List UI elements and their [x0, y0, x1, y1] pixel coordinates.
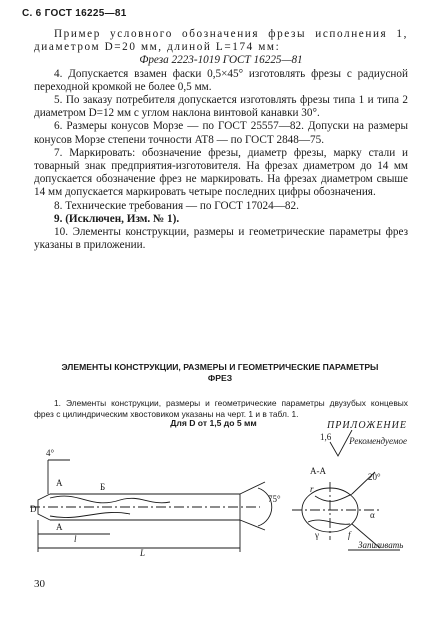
item-6: 6. Размеры конусов Морзе — по ГОСТ 25557—82. Допуски на размеры конусов Морзе степени точности AT8 — по ГОСТ 2848—75.: [34, 120, 408, 146]
letter-L: L: [140, 548, 146, 558]
page-header: С. 6 ГОСТ 16225—81: [22, 8, 127, 19]
example-line: Пример условного обозначения фрезы исполнения 1, диаметром D=20 мм, длиной L=174 мм:: [34, 28, 408, 54]
letter-a-top: A: [56, 478, 63, 488]
appendix-title: ПРИЛОЖЕНИЕ: [327, 420, 407, 431]
main-text: [34, 28, 408, 252]
letter-f: f: [348, 530, 351, 540]
letter-l: l: [74, 534, 77, 544]
item-10: 10. Элементы конструкции, размеры и геометрические параметры фрез указаны в приложении.: [34, 226, 408, 252]
letter-alpha: α: [370, 510, 375, 520]
item-7: 7. Маркировать: обозначение фрезы, диаметр фрезы, марку стали и товарный знак предприятия-изготовителя. На фрезах диаметром до 14 мм допускается обозначение фрез не маркировать. На фрезах диаметром свыше 14 мм допускается маркировать четыре последних цифры обозначения.: [34, 146, 408, 199]
section-label: А-А: [310, 466, 326, 476]
subsection-title: Для D от 1,5 до 5 мм: [170, 418, 257, 428]
item-4: 4. Допускается взамен фаски 0,5×45° изготовлять фрезы с радиусной переходной кромкой не более 0,5 мм.: [34, 67, 408, 93]
item-5: 5. По заказу потребителя допускается изготовлять фрезы типа 1 и типа 2 диаметром D=12 мм с углом наклона винтовой канавки 30°.: [34, 94, 408, 120]
section-title: ЭЛЕМЕНТЫ КОНСТРУКЦИИ, РАЗМЕРЫ И ГЕОМЕТРИЧЕСКИЕ ПАРАМЕТРЫ ФРЕЗ: [61, 362, 379, 383]
angle-75: 75°: [268, 494, 281, 504]
letter-a-bottom: A: [56, 522, 63, 532]
item-9: 9. (Исключен, Изм. № 1).: [54, 212, 180, 225]
item-8: 8. Технические требования — по ГОСТ 17024—82.: [54, 199, 299, 212]
page-number: 30: [34, 578, 45, 590]
letter-d: D: [30, 504, 37, 514]
roughness-value: 1,6: [320, 432, 332, 442]
designation: Фреза 2223-1019 ГОСТ 16225—81: [139, 54, 303, 67]
angle-4: 4°: [46, 448, 55, 458]
letter-b: Б: [100, 482, 106, 492]
note-text: Запиливать: [358, 540, 404, 550]
appendix-subtitle: Рекомендуемое: [349, 436, 407, 446]
cutter-drawing: [30, 430, 410, 580]
intro-text: 1. Элементы конструкции, размеры и геометрические параметры двузубых концевых фрез с цилиндрическим хвостовиком указаны на черт. 1 и в табл. 1.: [34, 398, 408, 419]
angle-20: 20°: [368, 472, 381, 482]
letter-gamma: γ: [315, 530, 319, 540]
letter-r: r: [310, 484, 314, 494]
